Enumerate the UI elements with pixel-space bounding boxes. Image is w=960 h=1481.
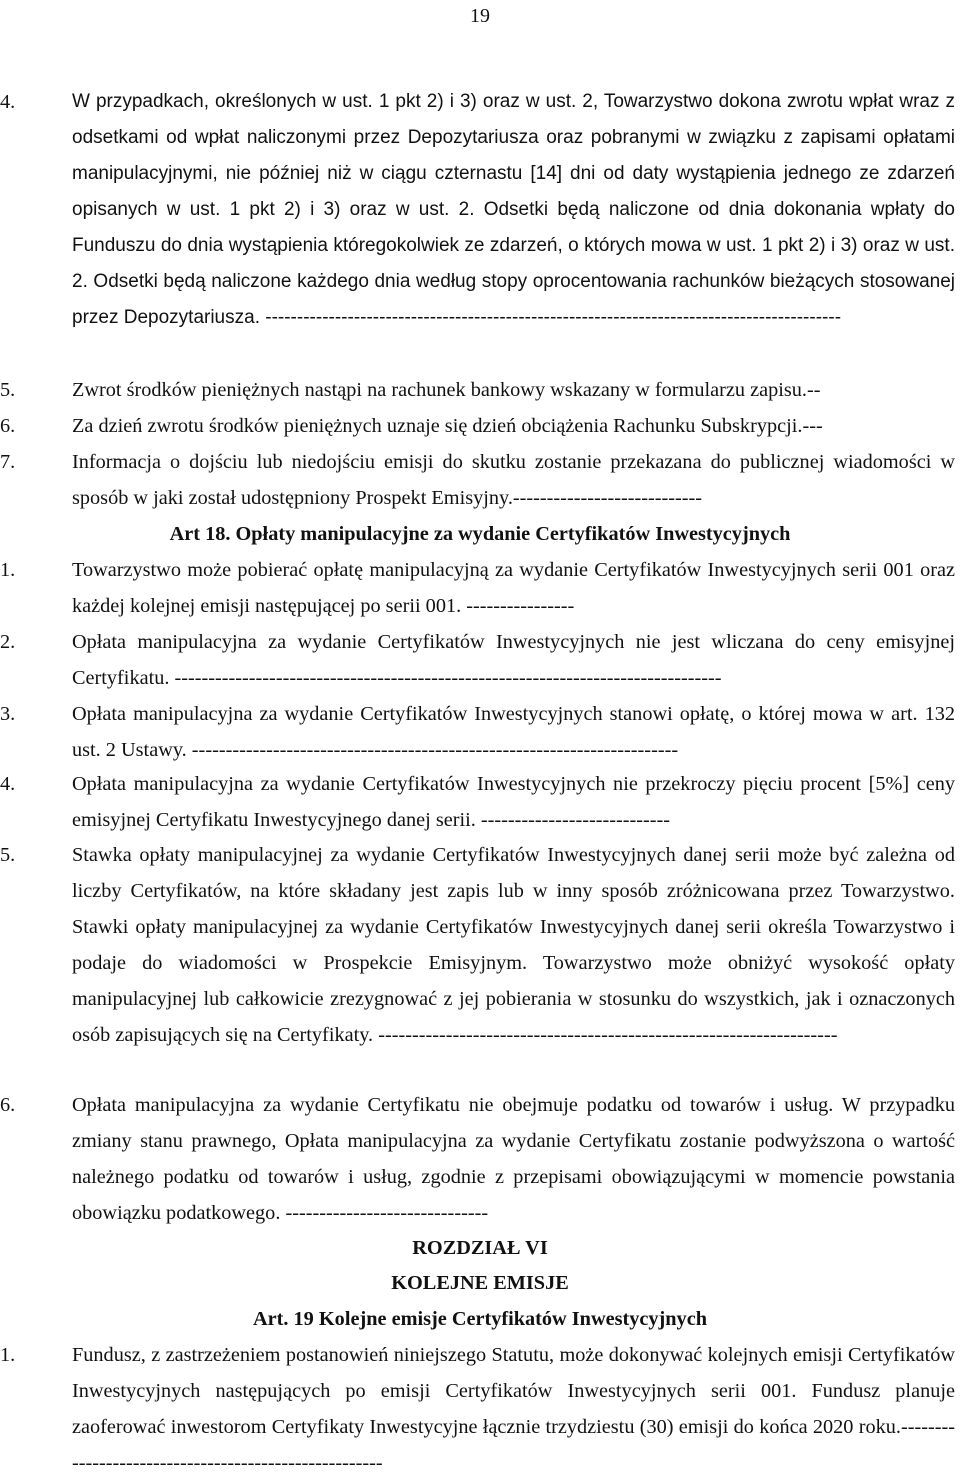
item-number: 5. bbox=[0, 379, 16, 401]
item-text: Za dzień zwrotu środków pieniężnych uznaje się dzień obciążenia Rachunku Subskrypcji.--- bbox=[72, 415, 823, 437]
art18-item-3 bbox=[0, 696, 960, 768]
item-text: Zwrot środków pieniężnych nastąpi na rachunek bankowy wskazany w formularzu zapisu.-- bbox=[72, 379, 821, 401]
art17-item-4 bbox=[0, 84, 960, 336]
item-text: W przypadkach, określonych w ust. 1 pkt 2) i 3) oraz w ust. 2, Towarzystwo dokona zwrotu wpłat wraz z odsetkami od wpłat naliczonymi przez Depozytariusza oraz pobranymi w związku z zapisami opłatami manipulacyjnymi, nie później niż w ciągu czternastu [14] dni od daty wystąpienia jednego ze zdarzeń opisanych w ust. 1 pkt 2) i 3) oraz w ust. 2. Odsetki będą naliczone od dnia dokonania wpłaty do Funduszu do dnia wystąpienia któregokolwiek ze zdarzeń, o których mowa w ust. 1 pkt 2) i 3) oraz w ust. 2. Odsetki będą naliczone każdego dnia według stopy oprocentowania rachunków bieżących stosowanej przez Depozytariusza. ------------------------------------------------------------------------------------------- bbox=[72, 91, 955, 328]
art19-heading bbox=[0, 1301, 960, 1337]
item-number: 1. bbox=[0, 1344, 16, 1366]
page-number: 19 bbox=[470, 5, 490, 27]
chapter-title: KOLEJNE EMISJE bbox=[391, 1272, 569, 1294]
item-text: Towarzystwo może pobierać opłatę manipulacyjną za wydanie Certyfikatów Inwestycyjnych serii 001 oraz każdej kolejnej emisji następującej po serii 001. ---------------- bbox=[72, 559, 955, 617]
item-text: Fundusz, z zastrzeżeniem postanowień niniejszego Statutu, może dokonywać kolejnych emisji Certyfikatów Inwestycyjnych następujących po emisji Certyfikatów Inwestycyjnych serii 001. Fundusz planuje zaoferować inwestorom Certyfikaty Inwestycyjne łącznie trzydziestu (30) emisji do końca 2020 roku.------------------------------------------------------ bbox=[72, 1344, 955, 1474]
art19-item-1 bbox=[0, 1337, 960, 1481]
item-number: 1. bbox=[0, 559, 16, 581]
item-number: 4. bbox=[0, 773, 16, 795]
item-number: 2. bbox=[0, 631, 16, 653]
item-number: 6. bbox=[0, 415, 16, 437]
article-number: Art 18. bbox=[169, 523, 231, 545]
art18-heading bbox=[0, 516, 960, 552]
item-number: 7. bbox=[0, 451, 16, 473]
chapter-label: ROZDZIAŁ VI bbox=[412, 1237, 548, 1259]
art18-item-4 bbox=[0, 766, 960, 838]
item-text: Opłata manipulacyjna za wydanie Certyfikatów Inwestycyjnych stanowi opłatę, o której mowa w art. 132 ust. 2 Ustawy. ------------------------------------------------------------------------ bbox=[72, 703, 955, 761]
article-title: Kolejne emisje Certyfikatów Inwestycyjnych bbox=[318, 1308, 707, 1330]
item-number: 6. bbox=[0, 1094, 16, 1116]
article-title: Opłaty manipulacyjne za wydanie Certyfikatów Inwestycyjnych bbox=[235, 523, 791, 545]
item-text: Opłata manipulacyjna za wydanie Certyfikatu nie obejmuje podatku od towarów i usług. W przypadku zmiany stanu prawnego, Opłata manipulacyjna za wydanie Certyfikatu zostanie podwyższona o wartość należnego podatku od towarów i usług, zgodnie z przepisami obowiązującymi w momencie powstania obowiązku podatkowego. ------------------------------ bbox=[72, 1094, 955, 1224]
art17-item-7 bbox=[0, 444, 960, 516]
art18-item-5 bbox=[0, 837, 960, 1053]
item-number: 3. bbox=[0, 703, 16, 725]
item-number: 4. bbox=[0, 91, 16, 113]
item-text: Opłata manipulacyjna za wydanie Certyfikatów Inwestycyjnych nie przekroczy pięciu procent [5%] ceny emisyjnej Certyfikatu Inwestycyjnego danej serii. ---------------------------- bbox=[72, 773, 955, 831]
item-text: Stawka opłaty manipulacyjnej za wydanie Certyfikatów Inwestycyjnych danej serii może być zależna od liczby Certyfikatów, na które składany jest zapis lub w inny sposób zróżnicowana przez Towarzystwo. Stawki opłaty manipulacyjnej za wydanie Certyfikatów Inwestycyjnych danej serii określa Towarzystwo i podaje do wiadomości w Prospekcie Emisyjnym. Towarzystwo może obniżyć wysokość opłaty manipulacyjnej lub całkowicie zrezygnować z jej pobierania w stosunku do wszystkich, jak i oznaczonych osób zapisujących się na Certyfikaty. -------------------------------------------------------------------- bbox=[72, 844, 955, 1046]
article-number: Art. 19 bbox=[253, 1308, 314, 1330]
item-text: Opłata manipulacyjna za wydanie Certyfikatów Inwestycyjnych nie jest wliczana do ceny emisyjnej Certyfikatu. --------------------------------------------------------------------------------- bbox=[72, 631, 955, 689]
item-text: Informacja o dojściu lub niedojściu emisji do skutku zostanie przekazana do publicznej wiadomości w sposób w jaki został udostępniony Prospekt Emisyjny.---------------------------- bbox=[72, 451, 955, 509]
art17-item-5 bbox=[0, 372, 960, 408]
item-number: 5. bbox=[0, 844, 16, 866]
art18-item-2 bbox=[0, 624, 960, 696]
art18-item-6 bbox=[0, 1087, 960, 1231]
art17-item-6 bbox=[0, 408, 960, 444]
art18-item-1 bbox=[0, 552, 960, 624]
